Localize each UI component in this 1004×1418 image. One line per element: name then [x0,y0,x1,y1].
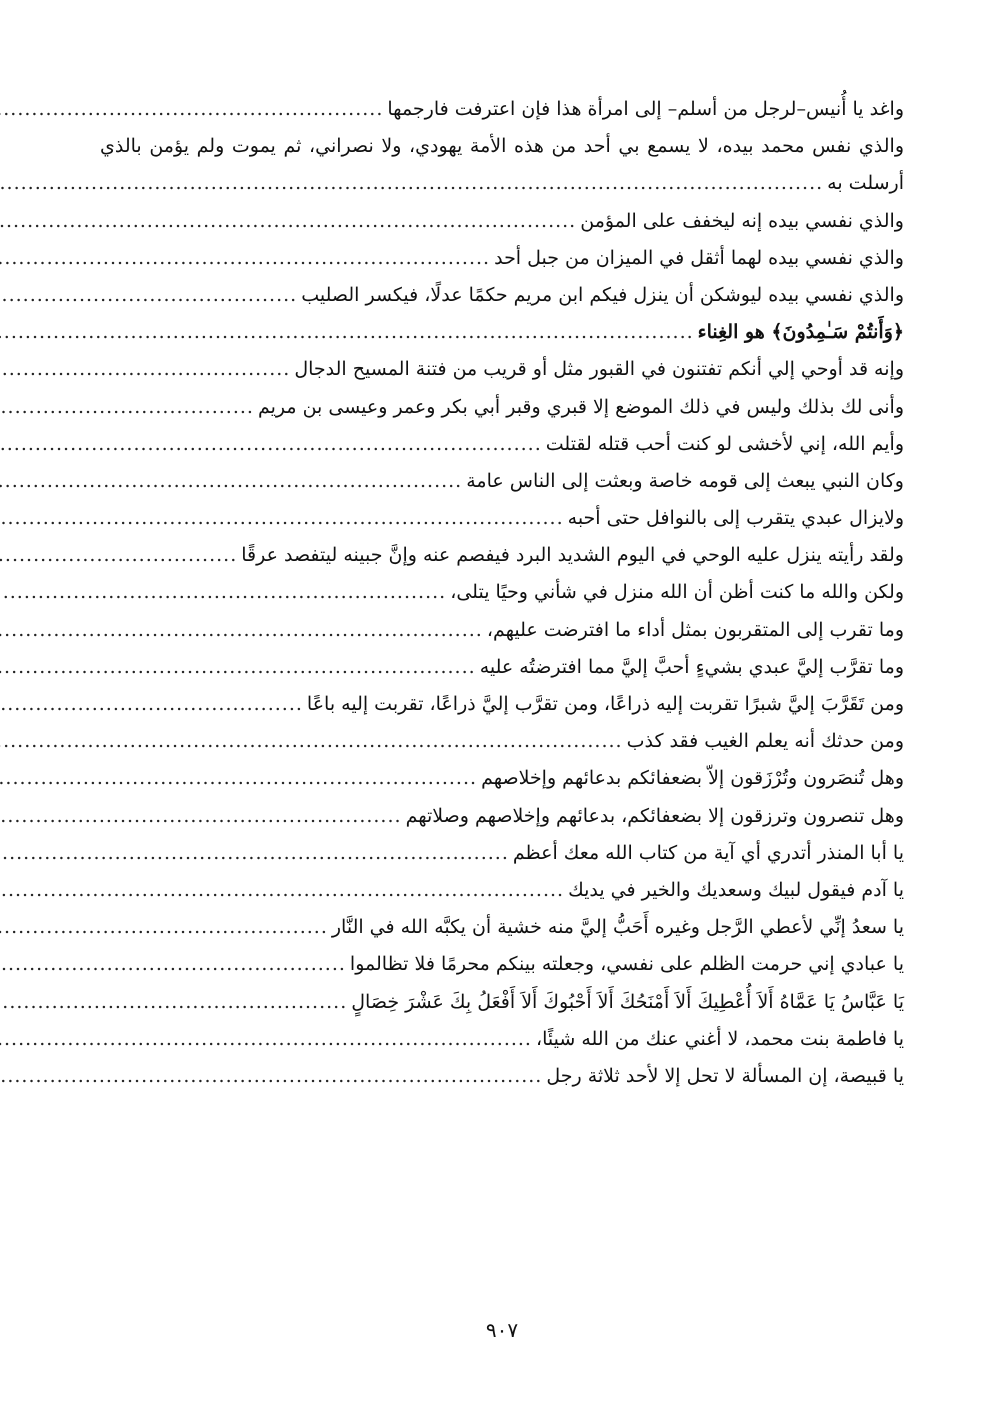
leader-dots [0,798,402,835]
index-entry [100,277,904,314]
leader-dots [0,574,446,611]
entry-text: ومن تَقَرَّبَ إليَّ شبرًا تقربت إليه ذراعًا، ومن تقرَّب إليَّ ذراعًا، تقربت إليه باعًا [306,693,904,715]
leader-dots [0,314,694,351]
entry-text: وهل تُنصَرون وتُرْزَقون إلاّ بضعفائكم بدعائهم وإخلاصهم [481,767,904,790]
index-entry [100,91,904,128]
entry-text: وإنه قد أوحي إلي أنكم تفتنون في القبور مثل أو قريب من فتنة المسيح الدجال [294,358,904,381]
leader-dots [0,537,237,574]
index-entry [100,686,904,723]
leader-dots [0,946,346,983]
entry-text: وهل تنصرون وترزقون إلا بضعفائكم، بدعائهم وإخلاصهم وصلاتهم [405,804,904,827]
index-entry [100,165,904,202]
entry-text: والذي نفسي بيده إنه ليخفف على المؤمن [580,209,904,232]
entry-text: والذي نفس محمد بيده، لا يسمع بي أحد من هذه الأمة يهودي، ولا نصراني، ثم يموت ولم يؤمن بالذي [100,135,904,158]
leader-dots [0,612,483,649]
leader-dots [0,277,297,314]
index-entry [100,128,904,165]
page-number: ٩٠٧ [485,1318,519,1342]
index-entry [100,574,904,611]
leader-dots [0,835,509,872]
index-entry [100,463,904,500]
index-entry [100,798,904,835]
entry-text: أرسلت به [827,172,904,195]
leader-dots [0,91,383,128]
index-entry [100,240,904,277]
index-entry [100,500,904,537]
leader-dots [0,500,564,537]
entry-text: وأنى لك بذلك وليس في ذلك الموضع إلا قبري وقبر أبي بكر وعمر وعيسى بن مريم [257,395,904,418]
leader-dots [0,463,462,500]
entry-text: وأيم الله، إني لأخشى لو كنت أحب قتله لقتلت [545,432,904,455]
leader-dots [0,686,303,723]
index-entry [100,389,904,426]
index-entry [100,426,904,463]
index-entry [100,760,904,797]
entry-text: يا فاطمة بنت محمد، لا أغني عنك من الله شيئًا، [535,1027,904,1050]
entry-text: يا آدم فيقول لبيك وسعديك والخير في يديك [568,878,904,901]
index-entry [100,835,904,872]
leader-dots [0,203,576,240]
index-entry [100,872,904,909]
entry-text: وكان النبي يبعث إلى قومه خاصة وبعثت إلى الناس عامة [466,469,904,492]
leader-dots [0,649,476,686]
leader-dots [0,240,490,277]
index-entry [100,314,904,351]
entry-text: والذي نفسي بيده لهما أثقل في الميزان من جبل أحد [494,246,904,269]
leader-dots [0,389,254,426]
entry-text: يَا عَبَّاسُ يَا عَمَّاهُ أَلاَ أُعْطِيكَ أَلاَ أَمْنَحُكَ أَلاَ أَحْبُوكَ أَلاَ أَفْعَلُ بِكَ عَشْرَ خِصَالٍ [351,990,904,1013]
index-entry [100,1021,904,1058]
entry-text-quran-verse: ﴿وَأَنتُمْ سَـٰمِدُونَ﴾ هو الغِناء [697,321,904,344]
leader-dots [0,165,823,202]
leader-dots [0,351,290,388]
entry-text: والذي نفسي بيده ليوشكن أن ينزل فيكم ابن مريم حكمًا عدلًا، فيكسر الصليب [301,283,904,306]
entry-text: وما تقرب إلى المتقربون بمثل أداء ما افترضت عليهم، [486,618,904,641]
leader-dots [0,760,477,797]
leader-dots [0,909,328,946]
hadith-index-list [100,91,904,1095]
index-entry [100,984,904,1021]
leader-dots [0,426,542,463]
index-entry [100,909,904,946]
index-entry [100,537,904,574]
entry-text: ولقد رأيته ينزل عليه الوحي في اليوم الشديد البرد فيفصم عنه وإنَّ جبينه ليتفصد عرقًا [241,544,904,567]
leader-dots [0,1021,532,1058]
index-entry [100,723,904,760]
entry-text: ولكن والله ما كنت أظن أن الله منزل في شأني وحيًا يتلى، [450,581,904,604]
index-entry [100,649,904,686]
index-entry [100,946,904,983]
leader-dots [0,984,347,1021]
entry-text: ومن حدثك أنه يعلم الغيب فقد كذب [626,730,904,753]
index-entry [100,203,904,240]
entry-text: يا قبيصة، إن المسألة لا تحل إلا لأحد ثلاثة رجل [546,1064,904,1087]
entry-text: يا أبا المنذر أتدري أي آية من كتاب الله معك أعظم [512,841,904,864]
index-entry [100,612,904,649]
leader-dots [0,872,564,909]
entry-text: يا عبادي إني حرمت الظلم على نفسي، وجعلته بينكم محرمًا فلا تظالموا [349,953,904,976]
index-entry [100,351,904,388]
entry-text: وما تقرَّب إليَّ عبدي بشيءٍ أحبَّ إليَّ مما افترضتُه عليه [479,655,904,678]
leader-dots [0,1058,542,1095]
entry-text: واغد يا أُنيس–لرجل من أسلم– إلى امرأة هذا فإن اعترفت فارجمها [387,98,904,120]
index-entry [100,1058,904,1095]
entry-text: يا سعدُ إنِّي لأعطي الرَّجل وغيره أَحَبُّ إليَّ منه خشية أن يكبَّه الله في النَّار [331,916,904,939]
leader-dots [0,723,623,760]
entry-text: ولايزال عبدي يتقرب إلى بالنوافل حتى أحبه [567,507,904,530]
